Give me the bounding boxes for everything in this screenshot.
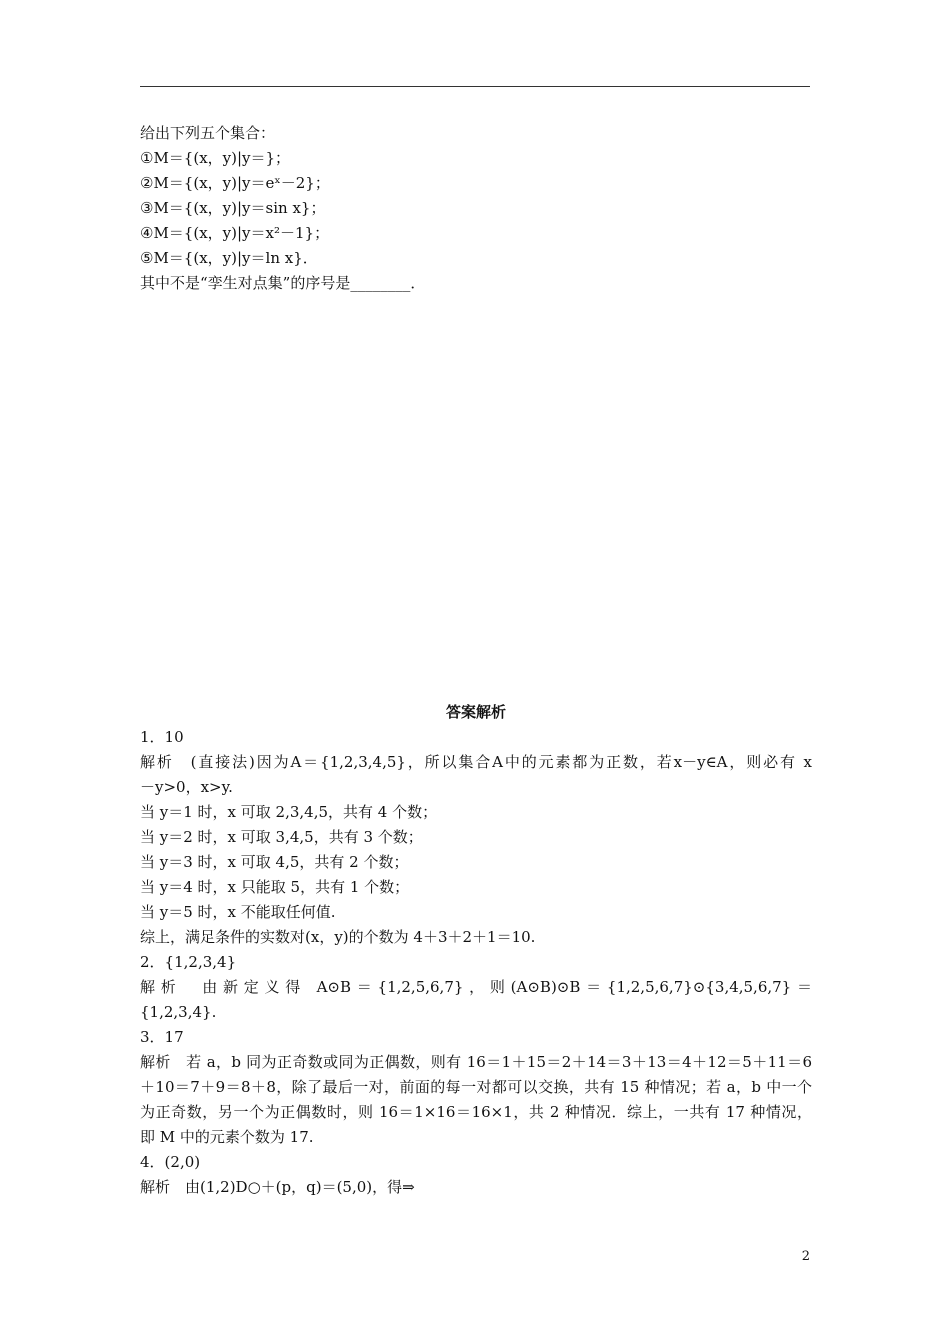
answer-line: 解析 由(1,2)D○＋(p，q)＝(5,0)，得⇒ [140,1178,415,1196]
answer-line: 当 y＝3 时，x 可取 4,5，共有 2 个数； [140,853,409,871]
answer-line: 3．17 [140,1028,184,1046]
answer-line: 解析 (直接法)因为A＝{1,2,3,4,5}，所以集合A中的元素都为正数，若x－y∈A，则必有 x [140,753,812,771]
answer-line: {1,2,3,4}. [140,1003,217,1021]
page-number: 2 [801,1249,810,1264]
answer-line: 即 M 中的元素个数为 17. [140,1128,314,1146]
problem-question: 其中不是“孪生对点集”的序号是________． [140,274,426,292]
answer-line: 1．10 [140,728,184,746]
answer-line: 2．{1,2,3,4} [140,953,237,971]
answer-line: 4．(2,0) [140,1153,201,1171]
set-item-1: ①M＝{(x，y)|y＝}； [140,149,291,167]
answer-line: 解析 由新定义得 A⊙B＝{1,2,5,6,7}，则(A⊙B)⊙B＝{1,2,5,6,7}⊙{3,4,5,6,7}＝ [140,978,812,996]
answer-line: 为正奇数，另一个为正偶数时，则 16＝1×16＝16×1，共 2 种情况．综上，一共有 17 种情况， [140,1103,812,1121]
answers-title: 答案解析 [445,703,506,721]
answer-line: 综上，满足条件的实数对(x，y)的个数为 4＋3＋2＋1＝10. [140,928,536,946]
answer-line: 当 y＝5 时，x 不能取任何值. [140,903,336,921]
answer-line: ＋10＝7＋9＝8＋8，除了最后一对，前面的每一对都可以交换，共有 15 种情况；若 a，b 中一个 [140,1078,812,1096]
set-item-3: ③M＝{(x，y)|y＝sin x}； [140,199,326,217]
answers-section [140,725,812,1200]
answer-line: 当 y＝2 时，x 可取 3,4,5，共有 3 个数； [140,828,423,846]
header-rule [140,86,810,87]
answer-line: 当 y＝1 时，x 可取 2,3,4,5，共有 4 个数； [140,803,438,821]
set-item-5: ⑤M＝{(x，y)|y＝ln x}． [140,249,318,267]
problem-section [140,121,812,296]
answer-line: 解析 若 a，b 同为正奇数或同为正偶数，则有 16＝1＋15＝2＋14＝3＋13＝4＋12＝5＋11＝6 [140,1053,812,1071]
set-item-2: ②M＝{(x，y)|y＝eˣ－2}； [140,174,330,192]
answer-line: 当 y＝4 时，x 只能取 5，共有 1 个数； [140,878,410,896]
set-item-4: ④M＝{(x，y)|y＝x²－1}； [140,224,330,242]
answer-line: －y>0，x>y. [140,778,233,796]
problem-intro: 给出下列五个集合： [140,124,276,142]
